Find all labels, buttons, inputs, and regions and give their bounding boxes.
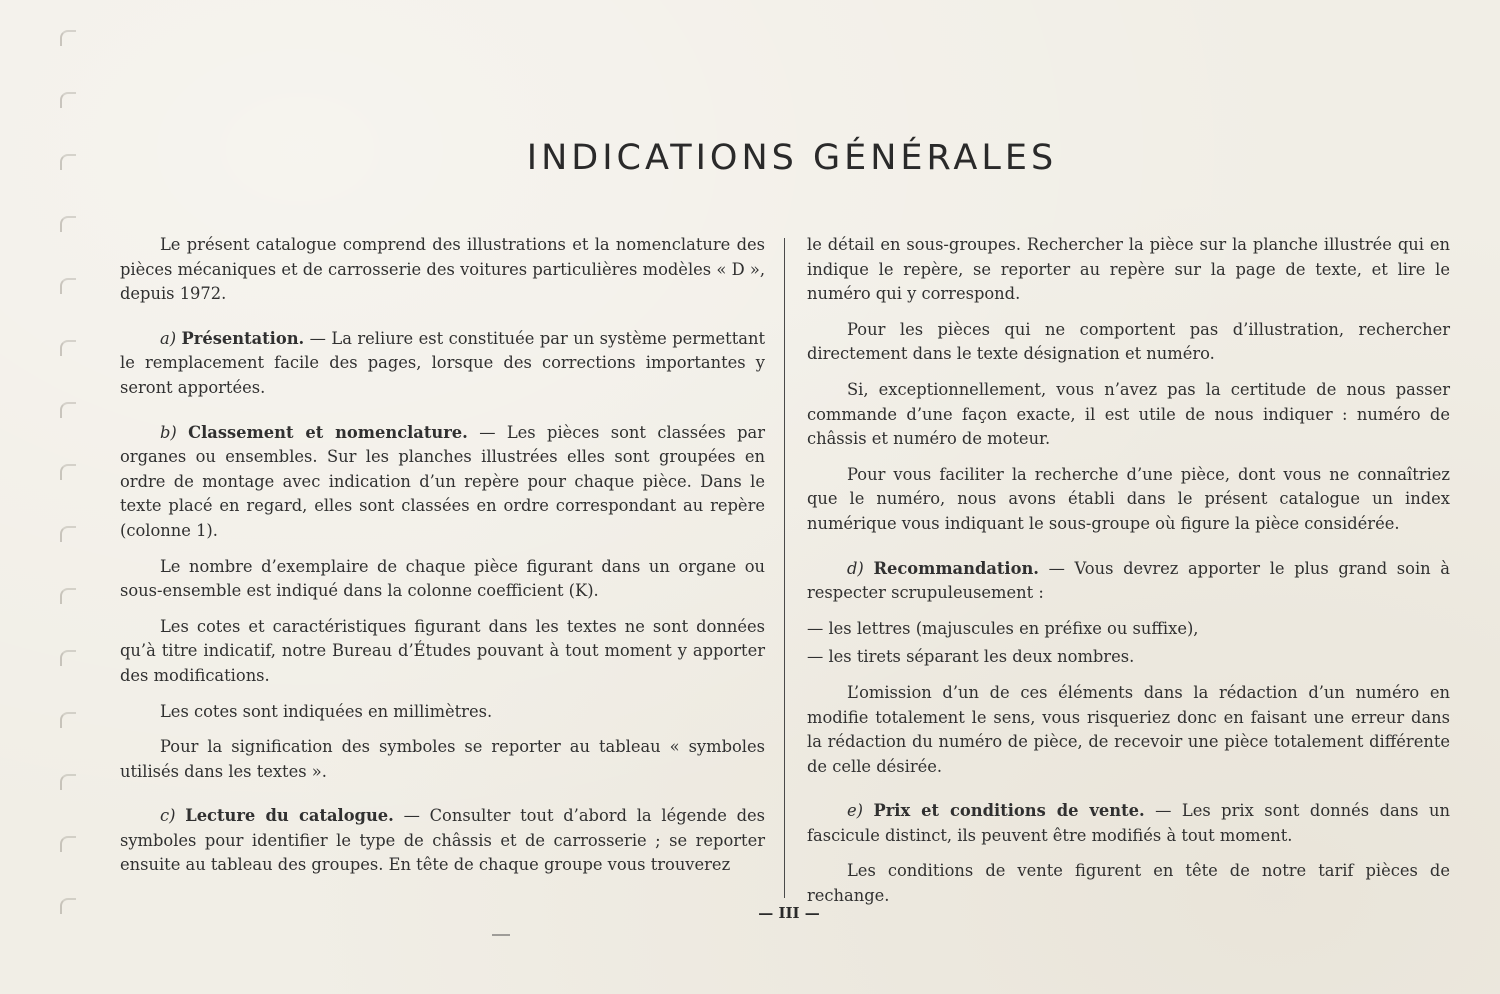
ink-smudge [492, 934, 510, 936]
left-column [120, 233, 765, 889]
right-column [807, 233, 1450, 920]
section-letter: b) [160, 422, 177, 442]
section-recommandation [807, 557, 1450, 606]
section-heading: Prix et conditions de vente. [873, 801, 1145, 821]
section-heading: Présentation. [181, 328, 305, 348]
intro-paragraph: Le présent catalogue comprend des illustrations et la nomenclature des pièces mécaniques et de carrosserie des voitures particulières modèles « D », depuis 1972. [120, 235, 765, 304]
section-presentation [120, 327, 765, 401]
binding-mark [60, 402, 76, 418]
paragraph-symboles: Pour la signification des symboles se reporter au tableau « symboles utilisés dans les textes ». [120, 737, 765, 781]
section-prix [807, 799, 1450, 848]
continuation-paragraph: le détail en sous-groupes. Rechercher la pièce sur la planche illustrée qui en indique le repère, se reporter au repère sur la page de texte, et lire le numéro qui y correspond. [807, 235, 1450, 304]
section-text: — Consulter tout d’abord la légende des symboles pour identifier le type de châssis et de carrosserie ; se reporter ensuite au tableau des groupes. En tête de chaque groupe vous trouverez [120, 806, 765, 875]
section-classement [120, 421, 765, 544]
paragraph-index: Pour vous faciliter la recherche d’une pièce, dont vous ne connaîtriez que le numéro, nous avons établi dans le présent catalogue un index numérique vous indiquant le sous-groupe où figure la pièce considérée. [807, 464, 1450, 533]
paragraph-millimetres: Les cotes sont indiquées en millimètres. [160, 701, 493, 721]
section-text: — Les prix sont donnés dans un fascicule distinct, ils peuvent être modifiés à tout moment. [807, 801, 1450, 845]
binding-mark [60, 340, 76, 356]
page-number: — III — [758, 904, 820, 922]
dash-item-lettres: — les lettres (majuscules en préfixe ou suffixe), [807, 618, 1199, 638]
paragraph-conditions: Les conditions de vente figurent en tête de notre tarif pièces de rechange. [807, 861, 1450, 906]
binding-mark [60, 464, 76, 480]
column-divider [784, 238, 785, 898]
section-letter: c) [160, 806, 176, 826]
section-text: — La reliure est constituée par un système permettant le remplacement facile des pages, lorsque des corrections importantes y seront apportées. [120, 328, 765, 397]
section-letter: d) [847, 558, 864, 578]
section-letter: a) [160, 328, 177, 348]
section-heading: Classement et nomenclature. [188, 422, 468, 442]
section-text: — Vous devrez apporter le plus grand soin à respecter scrupuleusement : [807, 558, 1450, 603]
section-heading: Lecture du catalogue. [185, 806, 394, 826]
binding-mark [60, 216, 76, 232]
section-text: — Les pièces sont classées par organes ou ensembles. Sur les planches illustrées elles sont groupées en ordre de montage avec indication d’un repère pour chaque pièce. Dans le texte placé en regard, elles sont classées en ordre correspondant au repère (colonne 1). [120, 422, 765, 540]
paragraph-nombre: Le nombre d’exemplaire de chaque pièce figurant dans un organe ou sous-ensemble est indiqué dans la colonne coefficient (K). [120, 556, 765, 601]
binding-mark [60, 30, 76, 46]
paragraph-omission: L’omission d’un de ces éléments dans la rédaction d’un numéro en modifie totalement le sens, vous risqueriez donc en faisant une erreur dans la rédaction du numéro de pièce, de recevoir une pièce totalement différente de celle désirée. [807, 682, 1450, 776]
paragraph-sans-illustration: Pour les pièces qui ne comportent pas d’illustration, rechercher directement dans le texte désignation et numéro. [807, 319, 1450, 364]
paragraph-exception: Si, exceptionnellement, vous n’avez pas la certitude de nous passer commande d’une façon exacte, il est utile de nous indiquer : numéro de châssis et numéro de moteur. [807, 379, 1450, 449]
paragraph-cotes: Les cotes et caractéristiques figurant dans les textes ne sont données qu’à titre indicatif, notre Bureau d’Études pouvant à tout moment y apporter des modifications. [120, 616, 765, 685]
binding-mark [60, 712, 76, 728]
page-title: INDICATIONS GÉNÉRALES [526, 138, 1058, 178]
binding-mark [60, 278, 76, 294]
section-letter: e) [847, 801, 863, 821]
binding-mark [60, 588, 76, 604]
binding-mark [60, 92, 76, 108]
section-lecture [120, 804, 765, 878]
binding-mark [60, 650, 76, 666]
binding-mark [60, 774, 76, 790]
binding-mark [60, 898, 76, 914]
dash-item-tirets: — les tirets séparant les deux nombres. [807, 647, 1135, 667]
section-heading: Recommandation. [873, 558, 1039, 578]
binding-mark [60, 836, 76, 852]
binding-mark [60, 526, 76, 542]
